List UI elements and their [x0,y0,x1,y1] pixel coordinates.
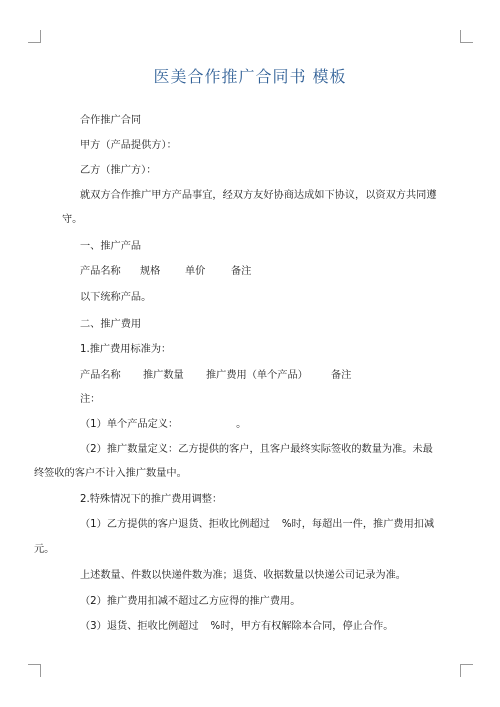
product-table-header [0,265,500,279]
col-remark: 备注 [231,266,252,277]
return-ratio-clause-line2: 元。 [34,544,55,555]
note-label: 注： [80,394,101,405]
intro-paragraph-line2: 守。 [62,214,83,225]
section-one-heading: 一、推广产品 [80,241,142,252]
col-product-name: 产品名称 [80,370,121,381]
contract-heading: 合作推广合同 [80,115,142,126]
col-product-name: 产品名称 [80,266,121,277]
document-title: 医美合作推广合同书 模板 [153,67,347,86]
deduction-limit-clause: （2）推广费用扣减不超过乙方应得的推广费用。 [80,596,301,607]
crop-mark-bottom-left [28,664,41,677]
unit-product-definition: （1）单个产品定义： 。 [80,419,247,430]
col-promo-quantity: 推广数量 [143,370,184,381]
crop-mark-bottom-right [460,664,473,677]
party-a-line: 甲方（产品提供方）： [80,140,177,151]
special-adjustment-heading: 2.特殊情况下的推广费用调整： [80,494,223,505]
party-b-line: 乙方（推广方）： [80,165,157,176]
quantity-basis-note: 上述数量、件数以快递件数为准；退货、收据数量以快递公司记录为准。 [80,570,406,581]
products-note: 以下统称产品。 [80,292,152,303]
intro-paragraph-line1: 就双方合作推广甲方产品事宜，经双方友好协商达成如下协议，以资双方共同遵 [80,190,437,201]
return-ratio-clause-line1: （1）乙方提供的客户退货、拒收比例超过 %时，每超出一件，推广费用扣减 [80,519,435,530]
quantity-definition-line2: 终签收的客户不计入推广数量中。 [34,468,187,479]
col-promo-fee: 推广费用（单个产品） [206,370,308,381]
crop-mark-top-left [28,30,41,43]
fee-standard-heading: 1.推广费用标准为： [80,344,172,355]
col-remark: 备注 [331,370,352,381]
crop-mark-top-right [460,30,473,43]
section-two-heading: 二、推广费用 [80,319,142,330]
fee-table-header [0,369,500,383]
quantity-definition-line1: （2）推广数量定义：乙方提供的客户，且客户最终实际签收的数量为准。未最 [80,444,433,455]
col-spec: 规格 [140,266,161,277]
termination-clause: （3）退货、拒收比例超过 %时，甲方有权解除本合同，停止合作。 [80,621,394,632]
col-unit-price: 单价 [185,266,206,277]
